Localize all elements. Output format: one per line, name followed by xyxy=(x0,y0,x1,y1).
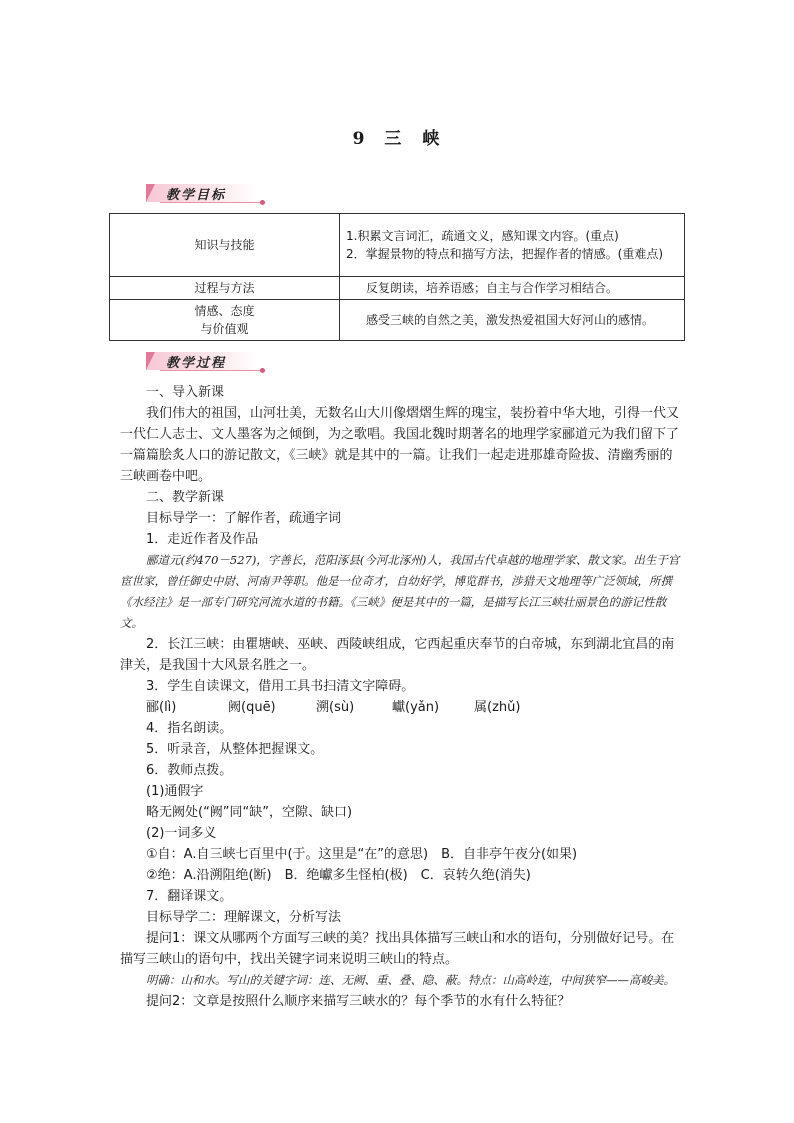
paragraph: ②绝：A.沿溯阻绝(断) B．绝巘多生怪柏(极) C．哀转久绝(消失) xyxy=(146,868,531,883)
pinyin-item: 阙(quē) xyxy=(228,700,276,715)
lesson-body xyxy=(120,382,680,1012)
table-cell-value: 反复朗读，培养语感；自主与合作学习相结合。 xyxy=(340,277,685,300)
paragraph: (1)通假字 xyxy=(146,784,204,799)
page-title xyxy=(0,124,794,149)
paragraph: (2)一词多义 xyxy=(146,826,217,841)
subheading: 目标导学二：理解课文，分析写法 xyxy=(146,910,342,925)
paragraph: 2．长江三峡：由瞿塘峡、巫峡、西陵峡组成，它西起重庆奉节的白帝城，东到湖北宜昌的南津关，是我国十大风景名胜之一。 xyxy=(120,637,675,673)
section-header-process xyxy=(146,350,264,372)
paragraph: 提问1：课文从哪两个方面写三峡的美？找出具体描写三峡山和水的语句，分别做好记号。在描写三峡山的语句中，找出关键字词来说明三峡山的特点。 xyxy=(120,931,675,967)
section-title-process: 教学过程 xyxy=(166,356,227,371)
pinyin-item: 属(zhǔ) xyxy=(474,700,521,715)
goal-line: 2．掌握景物的特点和描写方法，把握作者的情感。(重难点) xyxy=(346,247,664,261)
table-row xyxy=(110,300,685,341)
table-cell-key: 过程与方法 xyxy=(110,277,340,300)
table-row xyxy=(110,214,685,277)
pinyin-item: 溯(sù) xyxy=(316,700,355,715)
paragraph: 6．教师点拨。 xyxy=(146,763,233,778)
table-cell-value: 感受三峡的自然之美，激发热爱祖国大好河山的感情。 xyxy=(340,300,685,341)
paragraph: 略无阙处(“阙”同“缺”，空隙、缺口) xyxy=(146,805,353,820)
pinyin-item: 郦(lì) xyxy=(146,700,177,715)
table-row xyxy=(110,277,685,300)
table-cell-key: 知识与技能 xyxy=(110,214,340,277)
paragraph: 5．听录音，从整体把握课文。 xyxy=(146,742,324,757)
paragraph: 提问2：文章是按照什么顺序来描写三峡水的？每个季节的水有什么特征？ xyxy=(146,994,571,1009)
heading: 一、导入新课 xyxy=(146,385,225,400)
subheading: 目标导学一：了解作者，疏通字词 xyxy=(146,511,342,526)
table-cell-value xyxy=(340,214,685,277)
lesson-title: 三 峡 xyxy=(384,129,442,149)
goals-table xyxy=(109,213,685,341)
pinyin-item: 巘(yǎn) xyxy=(392,700,440,715)
paragraph: 郦道元(约470－527)，字善长，范阳涿县(今河北涿州)人，我国古代卓越的地理学家、散文家。出生于官宦世家，曾任御史中尉、河南尹等职。他是一位奇才，自幼好学，博览群书，涉猎天文地理等广泛领域，所撰《水经注》是一部专门研究河流水道的书籍。《三峡》便是其中的一篇，是描写长江三峡壮丽景色的游记性散文。 xyxy=(120,553,680,630)
paragraph: 3．学生自读课文，借用工具书扫清文字障碍。 xyxy=(146,679,415,694)
table-cell-key: 情感、态度 与价值观 xyxy=(110,300,340,341)
pinyin-list xyxy=(120,697,680,718)
paragraph: 7．翻译课文。 xyxy=(146,889,233,904)
paragraph: 我们伟大的祖国，山河壮美，无数名山大川像熠熠生辉的瑰宝，装扮着中华大地，引得一代又一代仁人志士、文人墨客为之倾倒，为之歌唱。我国北魏时期著名的地理学家郦道元为我们留下了一篇篇脍炙人口的游记散文，《三峡》就是其中的一篇。让我们一起走进那雄奇险拔、清幽秀丽的三峡画卷中吧。 xyxy=(120,406,680,484)
paragraph: 明确：山和水。写山的关键字词：连、无阙、重、叠、隐、蔽。特点：山高岭连，中间狭窄——高峻美。 xyxy=(146,973,675,987)
section-header-goals xyxy=(146,182,264,204)
heading: 二、教学新课 xyxy=(146,490,225,505)
paragraph: ①自：A.自三峡七百里中(于。这里是“在”的意思) B．自非亭午夜分(如果) xyxy=(146,847,578,862)
paragraph: 1．走近作者及作品 xyxy=(146,532,259,547)
section-title-goals: 教学目标 xyxy=(166,188,227,203)
lesson-number: 9 xyxy=(352,129,367,149)
paragraph: 4．指名朗读。 xyxy=(146,721,233,736)
goal-line: 1.积累文言词汇，疏通文义，感知课文内容。(重点) xyxy=(346,229,619,243)
